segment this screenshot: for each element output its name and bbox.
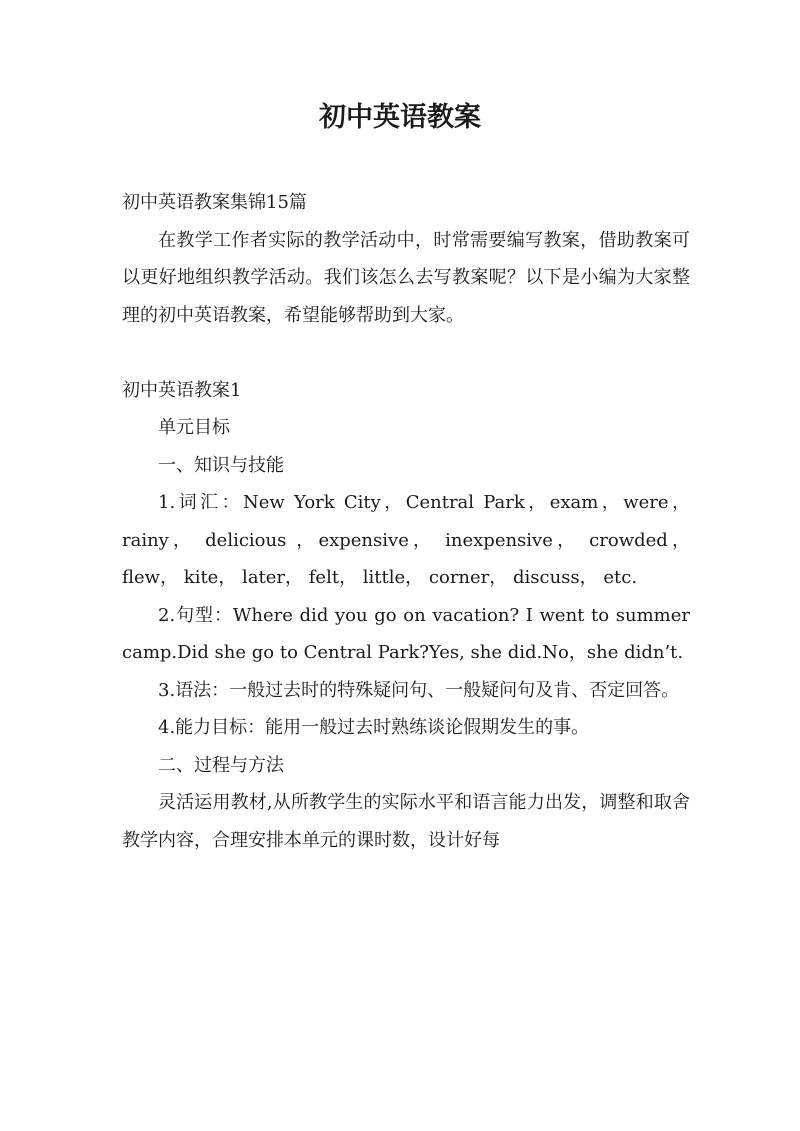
grammar-paragraph: 3.语法：一般过去时的特殊疑问句、一般疑问句及肯、否定回答。 [158, 679, 680, 701]
document-body [122, 184, 690, 859]
knowledge-skills-heading: 一、知识与技能 [158, 454, 284, 476]
document-title: 初中英语教案 [319, 102, 481, 133]
paragraph-gap [122, 334, 690, 372]
sentence-patterns-paragraph: 2.句型：Where did you go on vacation? I went to summer camp.Did she go to Central Park?Yes, she did.No，she didn’t. [122, 604, 690, 663]
unit-goal-heading: 单元目标 [158, 417, 230, 438]
vocabulary-paragraph: 1.词汇：New York City，Central Park，exam，were，rainy， delicious ，expensive， inexpensive， crowded， flew， kite， later， felt， little， corner， discuss， etc. [122, 492, 690, 588]
section-heading: 初中英语教案1 [122, 379, 242, 401]
process-method-paragraph: 灵活运用教材,从所教学生的实际水平和语言能力出发，调整和取舍教学内容，合理安排本单元的课时数，设计好每 [122, 792, 690, 851]
collection-subtitle: 初中英语教案集锦15篇 [122, 192, 307, 213]
process-method-heading: 二、过程与方法 [158, 754, 284, 776]
ability-goal-paragraph: 4.能力目标：能用一般过去时熟练谈论假期发生的事。 [158, 717, 590, 738]
intro-paragraph: 在教学工作者实际的教学活动中，时常需要编写教案，借助教案可以更好地组织教学活动。我们该怎么去写教案呢？以下是小编为大家整理的初中英语教案，希望能够帮助到大家。 [122, 229, 690, 326]
